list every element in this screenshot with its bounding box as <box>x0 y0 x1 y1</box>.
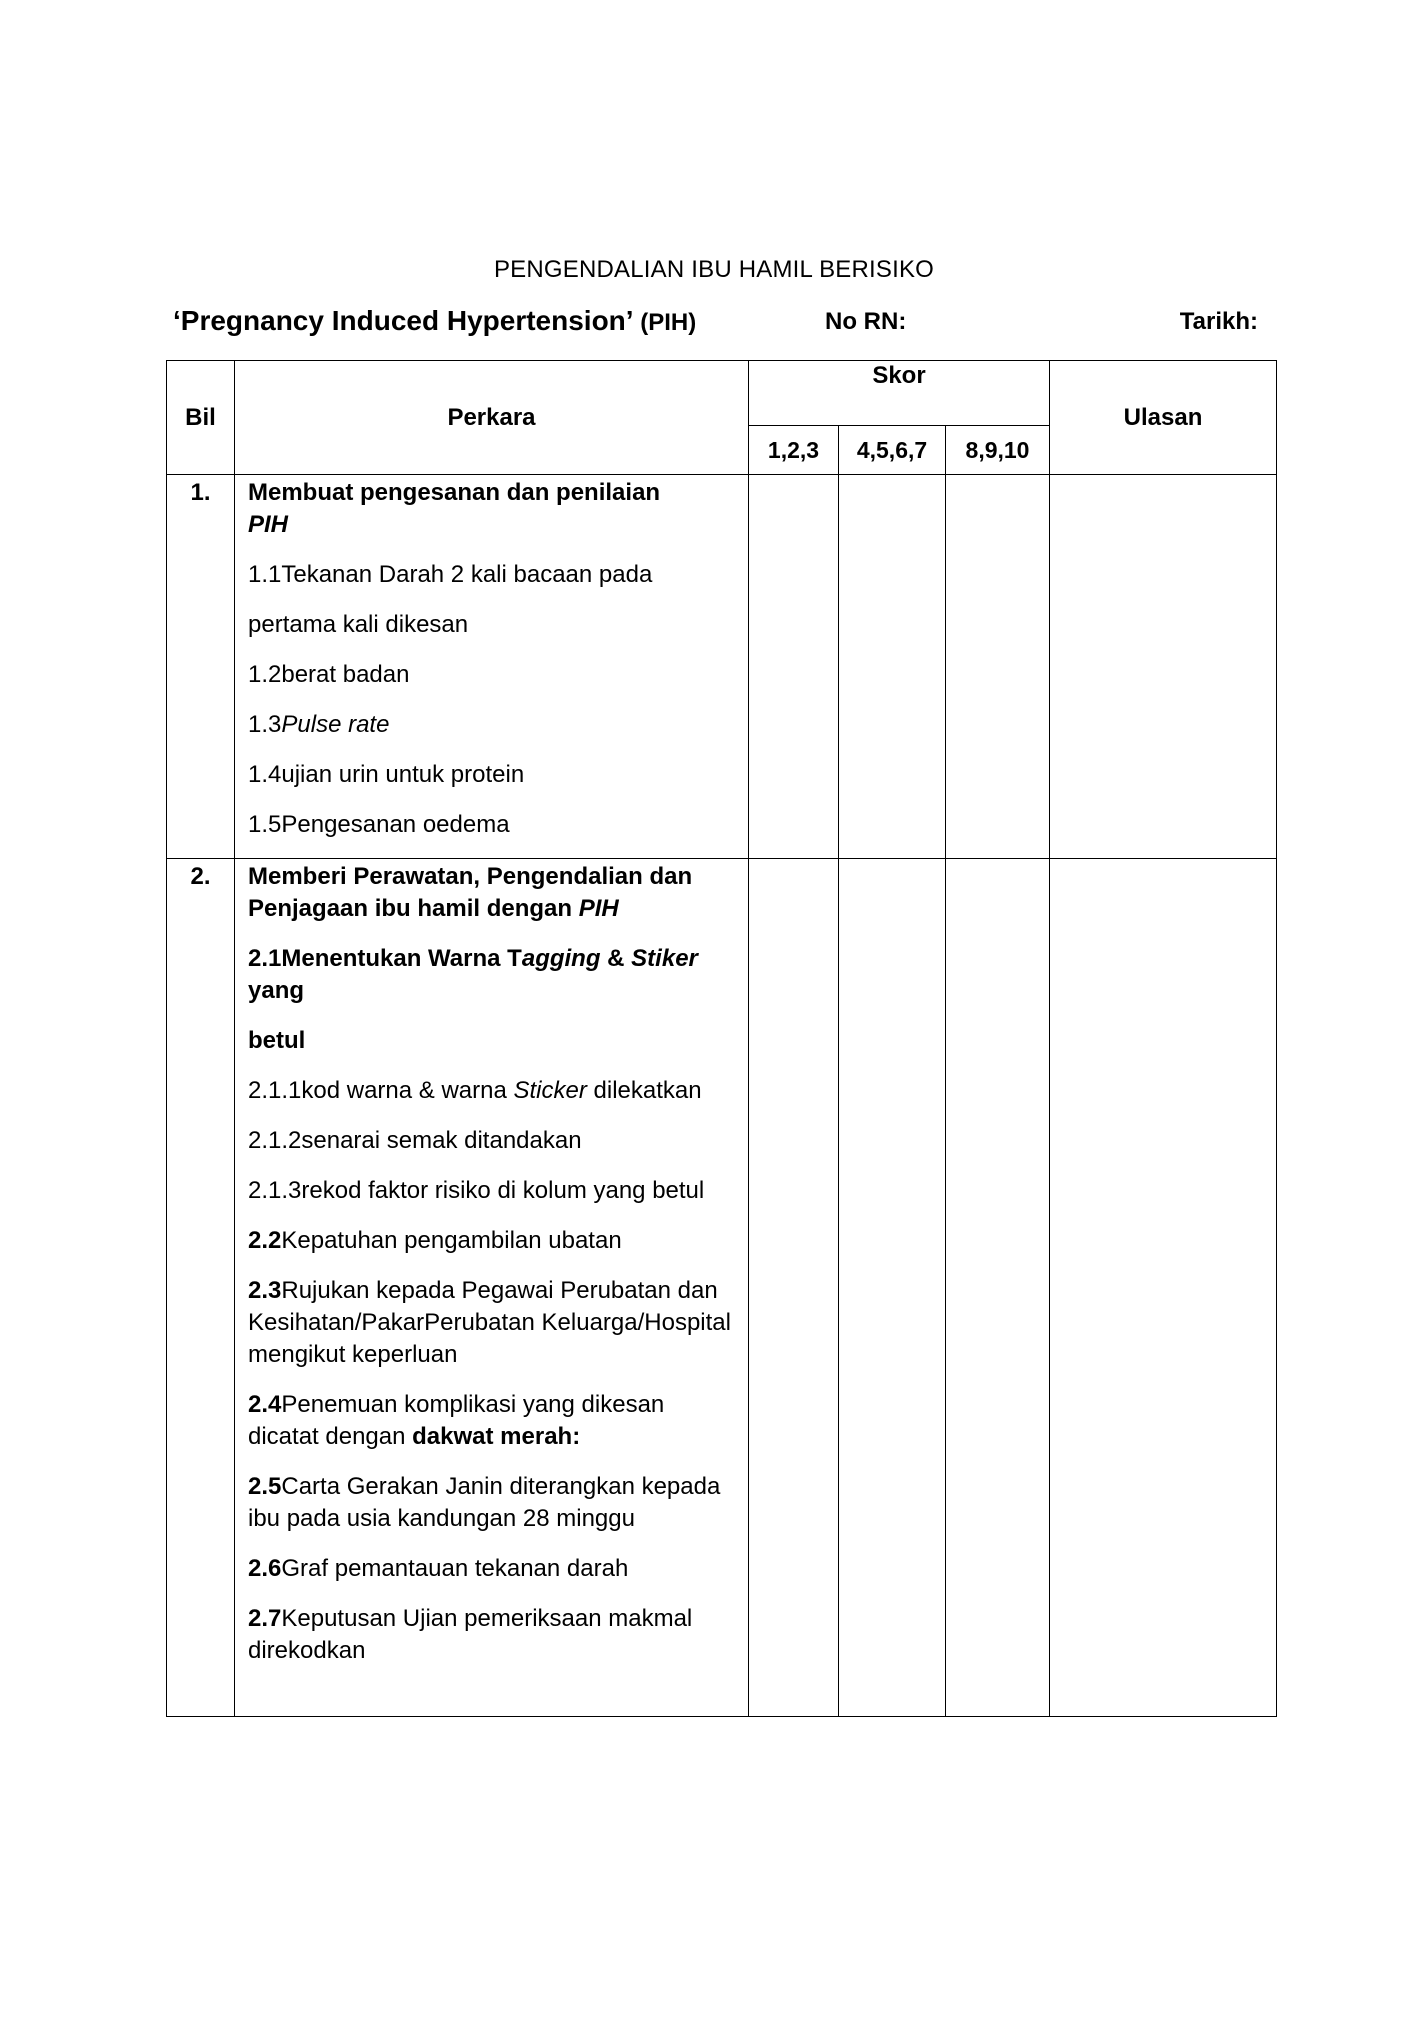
col-bil-header: Bil <box>167 361 235 475</box>
list-item: 2.1.1kod warna & warna Sticker dilekatkan <box>248 1077 702 1104</box>
list-item: 2.5Carta Gerakan Janin diterangkan kepada ibu pada usia kandungan 28 minggu <box>248 1473 721 1532</box>
list-item: 1.3Pulse rate <box>248 711 390 738</box>
list-item: 2.1Menentukan Warna Tagging & Stiker yang <box>248 945 698 1004</box>
no-rn-label: No RN: <box>825 308 907 335</box>
row-heading: Membuat pengesanan dan penilaian PIH <box>248 479 661 538</box>
ulasan-cell[interactable] <box>1050 475 1277 859</box>
pih-title-abbr: (PIH) <box>640 309 697 336</box>
assessment-table <box>166 360 1277 1717</box>
table-row <box>167 859 1277 1717</box>
col-ulasan-header: Ulasan <box>1050 361 1277 475</box>
col-skor-header <box>749 361 1050 426</box>
col-perkara-header: Perkara <box>235 361 749 475</box>
list-item: 2.7Keputusan Ujian pemeriksaan makmal direkodkan <box>248 1605 693 1664</box>
skor-label: Skor <box>872 362 926 389</box>
ulasan-cell[interactable] <box>1050 859 1277 1717</box>
subtitle-row <box>173 305 1258 341</box>
list-item: 1.5Pengesanan oedema <box>248 811 510 838</box>
list-item: 2.1.3rekod faktor risiko di kolum yang betul <box>248 1177 705 1204</box>
list-item: 1.4ujian urin untuk protein <box>248 761 525 788</box>
pih-title <box>173 305 696 337</box>
pih-title-main: ‘Pregnancy Induced Hypertension’ <box>173 305 634 336</box>
skor-range-1: 1,2,3 <box>749 426 839 475</box>
list-item: 1.2berat badan <box>248 661 410 688</box>
bil-number: 2. <box>167 859 235 1717</box>
score-cell-3[interactable] <box>946 859 1050 1717</box>
list-item: pertama kali dikesan <box>248 611 469 638</box>
perkara-cell <box>235 475 749 859</box>
score-cell-2[interactable] <box>839 859 946 1717</box>
skor-range-2: 4,5,6,7 <box>839 426 946 475</box>
page-title: PENGENDALIAN IBU HAMIL BERISIKO <box>493 256 935 283</box>
list-item: 1.1Tekanan Darah 2 kali bacaan pada <box>248 561 653 588</box>
list-item: 2.2Kepatuhan pengambilan ubatan <box>248 1227 622 1254</box>
table-row <box>167 475 1277 859</box>
list-item: 2.4Penemuan komplikasi yang dikesan dicatat dengan dakwat merah: <box>248 1391 665 1450</box>
score-cell-2[interactable] <box>839 475 946 859</box>
row-heading: Memberi Perawatan, Pengendalian dan Penjagaan ibu hamil dengan PIH <box>248 863 693 922</box>
list-item: 2.3Rujukan kepada Pegawai Perubatan dan Kesihatan/PakarPerubatan Keluarga/Hospital mengikut keperluan <box>248 1277 731 1368</box>
list-item: 2.1.2senarai semak ditandakan <box>248 1127 582 1154</box>
score-cell-1[interactable] <box>749 475 839 859</box>
list-item: 2.6Graf pemantauan tekanan darah <box>248 1555 629 1582</box>
skor-range-3: 8,9,10 <box>946 426 1050 475</box>
header-row <box>167 361 1277 426</box>
tarikh-label: Tarikh: <box>1179 308 1258 335</box>
score-cell-3[interactable] <box>946 475 1050 859</box>
score-cell-1[interactable] <box>749 859 839 1717</box>
list-item: betul <box>248 1027 306 1054</box>
bil-number: 1. <box>167 475 235 859</box>
perkara-cell <box>235 859 749 1717</box>
